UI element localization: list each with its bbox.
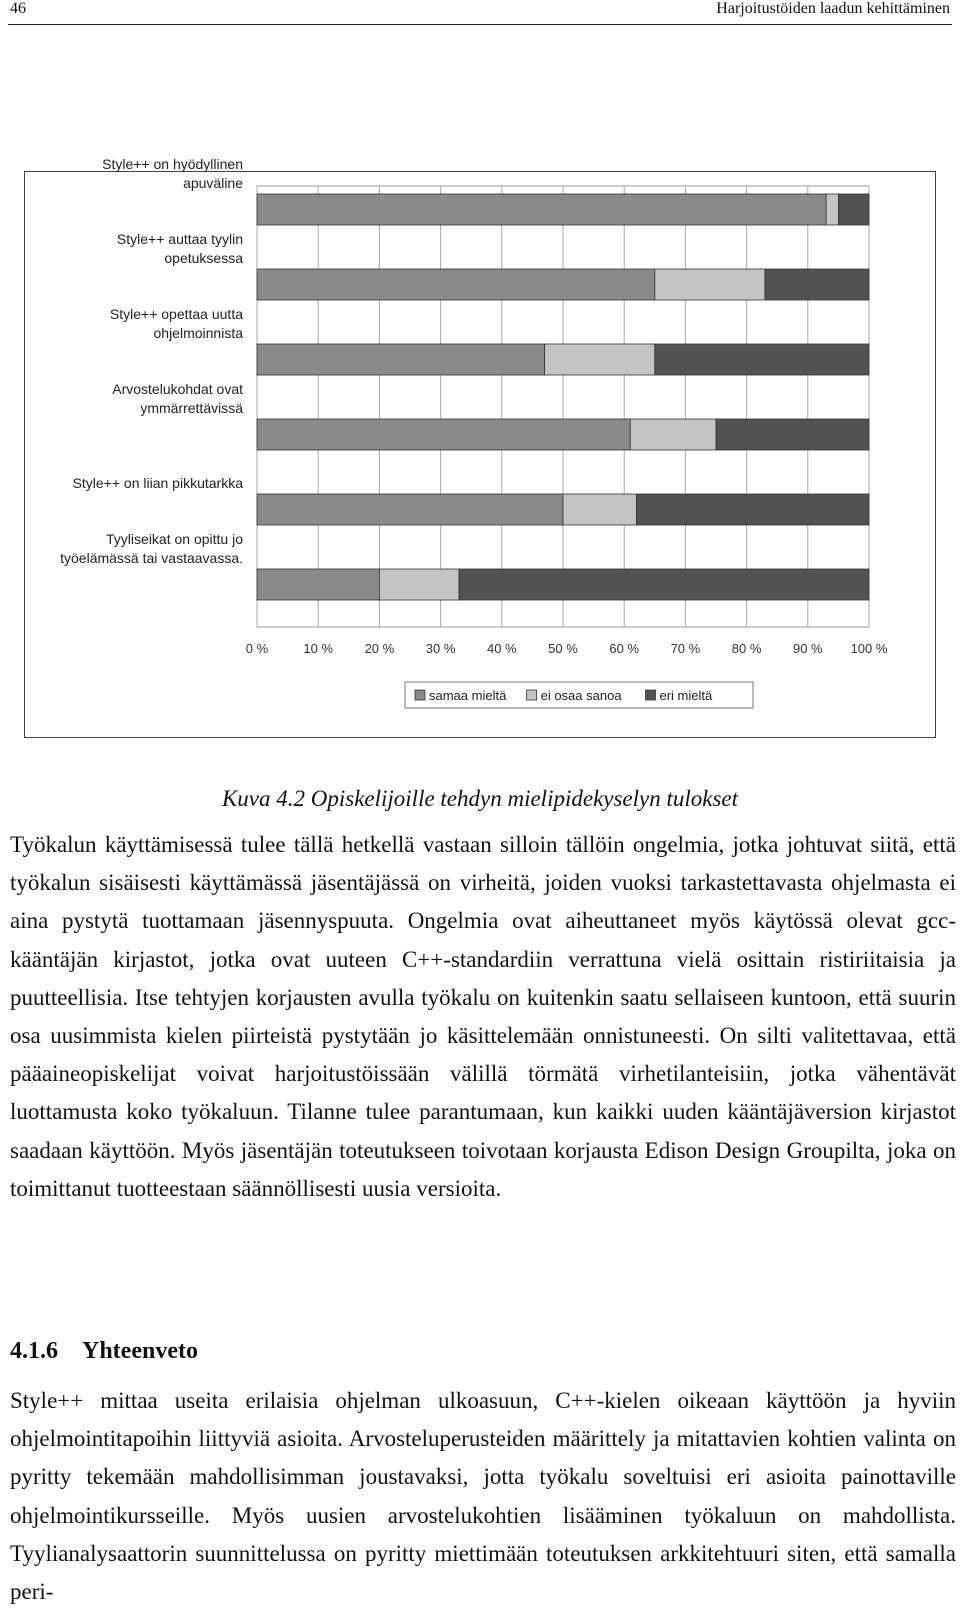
bar-segment [563,494,636,525]
category-label: Style++ auttaa tyylin [116,231,243,247]
category-label: Tyyliseikat on opittu jo [106,531,243,547]
section-heading [10,1338,198,1365]
bar-segment [716,419,869,450]
bar-segment [630,419,716,450]
page-header [8,0,952,25]
category-label: ymmärrettävissä [140,400,243,416]
x-tick-label: 50 % [548,641,578,656]
bar-segment [257,344,545,375]
category-label: opetuksessa [164,250,243,266]
category-label: Style++ opettaa uutta [109,306,243,322]
running-title: Harjoitustöiden laadun kehittäminen [716,0,950,17]
x-tick-label: 10 % [303,641,334,656]
x-tick-label: 40 % [486,641,517,656]
page-number: 46 [10,0,26,17]
legend-swatch [415,690,425,700]
bar-segment [636,494,869,525]
category-label: Style++ on liian pikkutarkka [72,475,243,491]
bar-segment [257,569,379,600]
legend-label: eri mieltä [659,688,713,703]
category-label: Arvostelukohdat ovat [112,381,243,397]
x-tick-label: 100 % [850,641,888,656]
legend-label: samaa mieltä [429,688,507,703]
bar-segment [257,194,826,225]
bar-segment [838,194,869,225]
paragraph-2: Style++ mittaa useita erilaisia ohjelman ulkoasuun, C++-kielen oikeaan käyttöön ja hyviin ohjelmointitapoihin liittyviä asioita. Arvosteluperusteiden määrittely ja mitattavien kohtien valinta on pyritty tekemään mahdollisimman joustavaksi, jotta työkalu soveltuisi eri asioita painottaville ohjelmointikursseille. Myös uusien arvostelukohtien lisääminen työkaluun on mahdollista. Tyylianalysaattorin suunnittelussa on pyritty miettimään toteutuksen arkkitehtuuri siten, että samalla peri- [10,1388,956,1605]
bar-segment [655,269,765,300]
bar-segment [379,569,459,600]
bar-segment [545,344,655,375]
bar-segment [765,269,869,300]
bar-segment [655,344,869,375]
x-tick-label: 0 % [245,641,269,656]
x-tick-label: 80 % [731,641,762,656]
bar-segment [459,569,869,600]
bar-segment [257,494,563,525]
legend-swatch [527,690,537,700]
legend-label: ei osaa sanoa [540,688,622,703]
section-title: Yhteenveto [82,1338,198,1364]
legend-swatch [646,690,656,700]
category-label: työelämässä tai vastaavassa. [60,550,243,566]
figure-caption: Kuva 4.2 Opiskelijoille tehdyn mielipidekyselyn tulokset [221,786,739,811]
x-tick-label: 60 % [609,641,640,656]
category-label: Style++ on hyödyllinen [102,156,243,172]
x-tick-label: 30 % [425,641,456,656]
figure-chart [24,156,936,738]
x-tick-label: 90 % [792,641,823,656]
paragraph-1: Työkalun käyttämisessä tulee tällä hetkellä vastaan silloin tällöin ongelmia, jotka johtuvat siitä, että työkalun sisäisesti käyttämässä jäsentäjässä on virheitä, joiden vuoksi tarkastettavasta ohjelmasta ei aina pystytä tuottamaan jäsennyspuuta. Ongelmia ovat aiheuttaneet myös käytössä olevat gcc-kääntäjän kirjastot, jotka ovat uuteen C++-standardiin verrattuna vielä osittain ristiriitaisia ja puutteellisia. Itse tehtyjen korjausten avulla työkalu on kuitenkin saatu sellaiseen kuntoon, että suurin osa uusimmista kielen piirteistä pystytään jo käsittelemään onnistuneesti. On silti valitettavaa, että pääaineopiskelijat voivat harjoitustöissään välillä törmätä virhetilanteisiin, jotka vähentävät luottamusta koko työkaluun. Tilanne tulee parantumaan, kun kaikki uuden kääntäjäversion kirjastot saadaan käyttöön. Myös jäsentäjän toteutukseen toivotaan korjausta Edison Design Groupilta, joka on toimittanut tuotteestaan säännöllisesti uusia versioita. [10,832,956,1201]
category-label: apuväline [183,175,243,191]
bar-segment [257,269,655,300]
x-tick-label: 20 % [364,641,395,656]
x-tick-label: 70 % [670,641,701,656]
stacked-bar-chart [25,156,935,737]
bar-segment [257,419,630,450]
category-label: ohjelmoinnista [153,325,243,341]
section-number: 4.1.6 [10,1338,58,1364]
bar-segment [826,194,838,225]
